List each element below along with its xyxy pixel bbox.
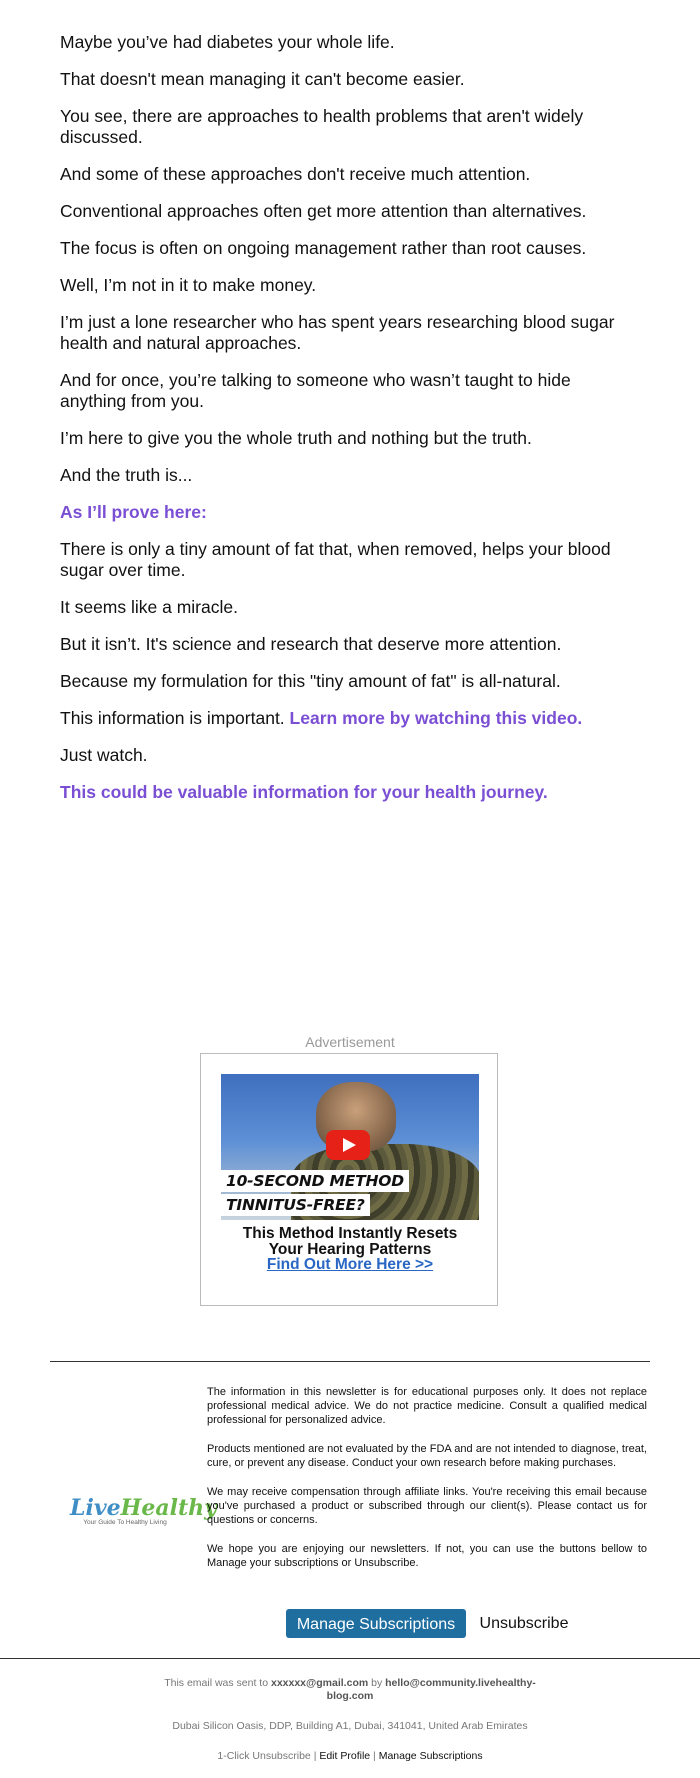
footer-links — [0, 1750, 700, 1762]
logo-tagline: Your Guide To Healthy Living — [83, 1519, 167, 1526]
paragraph: The focus is often on ongoing management rather than root causes. — [60, 238, 587, 258]
disclaimer — [207, 1385, 647, 1585]
paragraph: But it isn’t. It's science and research that deserve more attention. — [60, 634, 562, 654]
ad-headline-line: Your Hearing Patterns — [268, 1241, 432, 1258]
divider — [50, 1361, 650, 1362]
livehealthy-logo — [70, 1495, 217, 1526]
paragraph: I’m here to give you the whole truth and nothing but the truth. — [60, 428, 532, 448]
ad-headline — [201, 1226, 499, 1258]
article-body — [60, 32, 640, 819]
edit-profile-link[interactable]: Edit Profile — [319, 1750, 371, 1762]
ad-find-out-more-link[interactable]: Find Out More Here >> — [266, 1256, 434, 1273]
watch-video-link[interactable]: Learn more by watching this video. — [289, 708, 583, 728]
separator: | — [373, 1750, 376, 1762]
paragraph: Conventional approaches often get more attention than alternatives. — [60, 201, 587, 221]
highlight-heading: As I’ll prove here: — [60, 502, 207, 522]
paragraph: Maybe you’ve had diabetes your whole life. — [60, 32, 395, 52]
play-icon[interactable] — [326, 1130, 370, 1160]
paragraph: I’m just a lone researcher who has spent years researching blood sugar health and natural approaches. — [60, 312, 615, 353]
paragraph: There is only a tiny amount of fat that, when removed, helps your blood sugar over time. — [60, 539, 611, 580]
logo-healthy: Healthy — [120, 1495, 217, 1521]
ad-image-caption: 10-SECOND METHOD — [221, 1170, 409, 1192]
disclaimer-paragraph: We may receive compensation through affiliate links. You're receiving this email because you've purchased a product or subscribed through our client(s). Please contact us for questions or concerns. — [207, 1486, 647, 1526]
logo-wordmark — [70, 1495, 217, 1521]
paragraph: You see, there are approaches to health problems that aren't widely discussed. — [60, 106, 584, 147]
ad-video-thumbnail[interactable] — [221, 1074, 479, 1220]
logo-live: Live — [70, 1495, 121, 1521]
paragraph: That doesn't mean managing it can't become easier. — [60, 69, 465, 89]
footer-address: Dubai Silicon Oasis, DDP, Building A1, Dubai, 341041, United Arab Emirates — [172, 1720, 528, 1732]
advertisement-label: Advertisement — [305, 1034, 395, 1050]
paragraph: And for once, you’re talking to someone who wasn’t taught to hide anything from you. — [60, 370, 571, 411]
ad-headline-line: This Method Instantly Resets — [242, 1225, 458, 1242]
manage-subscriptions-button[interactable]: Manage Subscriptions — [286, 1609, 466, 1638]
paragraph-with-link — [60, 708, 640, 729]
paragraph: And some of these approaches don't receive much attention. — [60, 164, 531, 184]
footer-text: by — [371, 1677, 383, 1689]
disclaimer-paragraph: The information in this newsletter is for educational purposes only. It does not replace professional medical advice. We do not practice medicine. Consult a qualified medical professional for personalized advice. — [207, 1386, 647, 1426]
paragraph: Just watch. — [60, 745, 148, 765]
disclaimer-paragraph: Products mentioned are not evaluated by the FDA and are not intended to diagnose, treat, cure, or prevent any disease. Conduct your own research before making purchases. — [207, 1443, 647, 1469]
paragraph-text: This information is important. — [60, 708, 285, 728]
paragraph: Because my formulation for this "tiny amount of fat" is all-natural. — [60, 671, 561, 691]
disclaimer-paragraph: We hope you are enjoying our newsletters. If not, you can use the buttons bellow to Manage your subscriptions or Unsubscribe. — [207, 1543, 647, 1569]
paragraph: And the truth is... — [60, 465, 193, 485]
paragraph: It seems like a miracle. — [60, 597, 238, 617]
paragraph: Well, I’m not in it to make money. — [60, 275, 317, 295]
footer-sent-text — [155, 1677, 545, 1703]
separator: | — [313, 1750, 317, 1762]
unsubscribe-button[interactable]: Unsubscribe — [479, 1615, 569, 1632]
sender-email: hello@community.livehealthy-blog.com — [326, 1677, 536, 1702]
footer-sent-info — [0, 1677, 700, 1703]
advertisement-box[interactable] — [200, 1053, 498, 1306]
one-click-unsubscribe-link[interactable]: 1-Click Unsubscribe — [217, 1750, 311, 1762]
divider — [0, 1658, 700, 1659]
cta-link[interactable]: This could be valuable information for your health journey. — [60, 782, 548, 802]
recipient-email: xxxxxx@gmail.com — [270, 1677, 369, 1689]
footer-text: This email was sent to — [164, 1677, 269, 1689]
ad-image-caption: TINNITUS-FREE? — [221, 1194, 370, 1216]
footer-manage-subscriptions-link[interactable]: Manage Subscriptions — [378, 1750, 483, 1762]
